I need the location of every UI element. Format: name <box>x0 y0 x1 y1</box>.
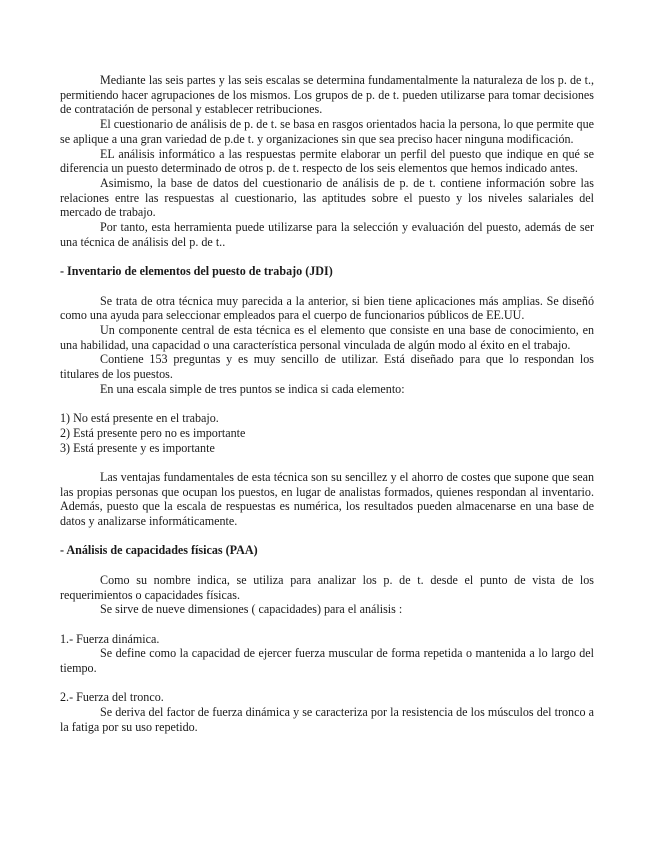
intro-paragraph-1: Mediante las seis partes y las seis escalas se determina fundamentalmente la naturaleza de los p. de t., permitiendo hacer agrupaciones de los mismos. Los grupos de p. de t. pueden utilizarse para tomar decisiones de contratación de personal y establecer retribuciones. <box>60 73 594 117</box>
paa-paragraph-2: Se sirve de nueve dimensiones ( capacidades) para el análisis : <box>100 602 403 617</box>
jdi-paragraph-4: En una escala simple de tres puntos se indica si cada elemento: <box>100 381 405 396</box>
spacer <box>60 249 594 264</box>
jdi-paragraph-2: Un componente central de esta técnica es el elemento que consiste en una base de conocimiento, en una habilidad, una capacidad o una característica personal vinculada de algún modo al éxito en el trabajo. <box>60 322 594 352</box>
dimension-title-1: 1.- Fuerza dinámica. <box>60 631 160 646</box>
dimension-title-2: 2.- Fuerza del tronco. <box>60 690 164 705</box>
document-page <box>60 73 594 735</box>
intro-paragraph-3: EL análisis informático a las respuestas permite elaborar un perfil del puesto que indique en qué se diferencia un puesto determinado de otros p. de t. respecto de los seis elementos que hemos indicado antes. <box>60 146 594 176</box>
jdi-paragraph-3: Contiene 153 preguntas y es muy sencillo de utilizar. Está diseñado para que lo respondan los titulares de los puestos. <box>60 352 594 382</box>
intro-paragraph-2: El cuestionario de análisis de p. de t. se basa en rasgos orientados hacia la persona, lo que permite que se aplique a una gran variedad de p.de t. y organizaciones sin que sea preciso hacer ninguna modificación. <box>60 117 594 146</box>
section-heading-jdi: - Inventario de elementos del puesto de trabajo (JDI) <box>60 264 333 279</box>
spacer <box>60 455 594 470</box>
jdi-closing-paragraph: Las ventajas fundamentales de esta técnica son su sencillez y el ahorro de costes que supone que sean las propias personas que ocupan los puestos, en lugar de analistas formados, quienes respondan al inventario. Además, puesto que la escala de respuestas es numérica, los resultados pueden almacenarse en una base de datos y analizarse informáticamente. <box>60 469 594 529</box>
dimension-description-1: Se define como la capacidad de ejercer fuerza muscular de forma repetida o mantenida a lo largo del tiempo. <box>60 646 594 676</box>
spacer <box>60 558 594 573</box>
intro-paragraph-5: Por tanto, esta herramienta puede utilizarse para la selección y evaluación del puesto, además de ser una técnica de análisis del p. de t.. <box>60 220 594 249</box>
scale-item-3: 3) Está presente y es importante <box>60 440 215 455</box>
scale-item-2: 2) Está presente pero no es importante <box>60 425 246 440</box>
intro-paragraph-4: Asimismo, la base de datos del cuestionario de análisis de p. de t. contiene información sobre las relaciones entre las respuestas al cuestionario, las aptitudes sobre el puesto y los niveles salariales del mercado de trabajo. <box>60 175 594 220</box>
dimension-description-2: Se deriva del factor de fuerza dinámica y se caracteriza por la resistencia de los músculos del tronco a la fatiga por su uso repetido. <box>60 705 594 734</box>
scale-item-1: 1) No está presente en el trabajo. <box>60 411 219 426</box>
spacer <box>60 617 594 632</box>
jdi-paragraph-1: Se trata de otra técnica muy parecida a la anterior, si bien tiene aplicaciones más amplias. Se diseñó como una ayuda para seleccionar empleados para el cuerpo de funcionarios públicos de EE.UU. <box>60 293 594 323</box>
section-heading-paa: - Análisis de capacidades físicas (PAA) <box>60 543 258 558</box>
spacer <box>60 529 594 544</box>
spacer <box>60 279 594 294</box>
paa-paragraph-1: Como su nombre indica, se utiliza para analizar los p. de t. desde el punto de vista de los requerimientos o capacidades físicas. <box>60 572 594 602</box>
spacer <box>60 676 594 691</box>
spacer <box>60 396 594 411</box>
